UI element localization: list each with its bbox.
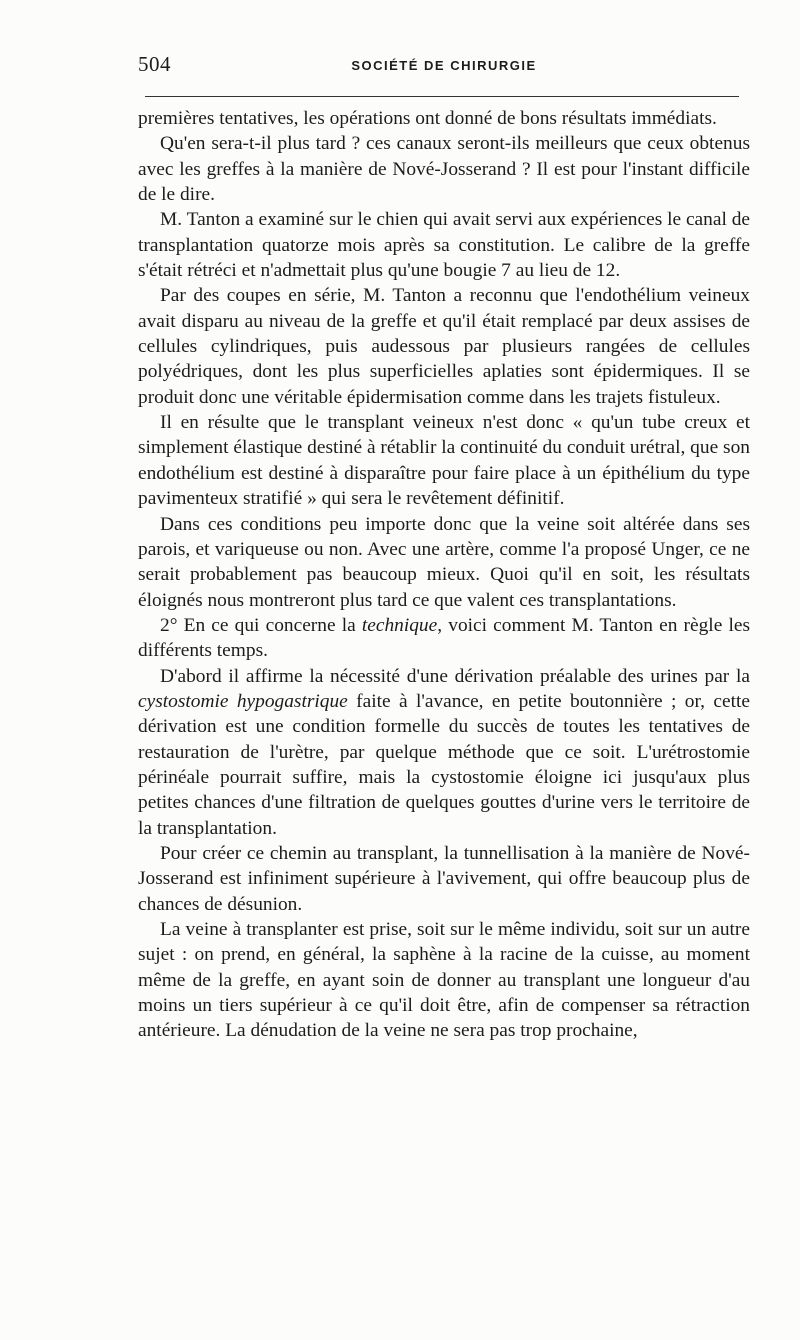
paragraph-8-italic: cystostomie hypogastrique xyxy=(138,690,348,712)
body-text xyxy=(138,106,750,1044)
paragraph-5: Il en résulte que le transplant veineux n'est donc « qu'un tube creux et simplement élastique destiné à rétablir la continuité du conduit urétral, que son endothélium est destiné à disparaître pour faire place à un épithélium du type pavimenteux stratifié » qui sera le revêtement définitif. xyxy=(138,412,750,510)
paragraph-9: Pour créer ce chemin au transplant, la tunnellisation à la manière de Nové-Josserand est infiniment supérieure à l'avivement, qui offre beaucoup plus de chances de désunion. xyxy=(138,842,750,915)
page-number: 504 xyxy=(138,52,171,76)
paragraph-2: Qu'en sera-t-il plus tard ? ces canaux seront-ils meilleurs que ceux obtenus avec les greffes à la manière de Nové-Josserand ? Il est pour l'instant difficile de le dire. xyxy=(138,133,750,206)
paragraph-4: Par des coupes en série, M. Tanton a reconnu que l'endothélium veineux avait disparu au niveau de la greffe et qu'il était remplacé par deux assises de cellules cylindriques, puis audessous par plusieurs rangées de cellules polyédriques, dont les plus superficielles aplaties sont épidermiques. Il se produit donc une véritable épidermisation comme dans les trajets fistuleux. xyxy=(138,285,750,408)
paragraph-7 xyxy=(138,613,750,664)
paragraph-7-text-a: 2° En ce qui concerne la xyxy=(160,614,362,636)
page-header xyxy=(138,52,750,76)
paragraph-8 xyxy=(138,664,750,841)
paragraph-6: Dans ces conditions peu importe donc que la veine soit altérée dans ses parois, et variqueuse ou non. Avec une artère, comme l'a proposé Unger, ce ne serait probablement pas beaucoup mieux. Quoi qu'il en soit, les résultats éloignés nous montreront plus tard ce que valent ces transplantations. xyxy=(138,513,750,611)
header-rule xyxy=(145,96,739,97)
paragraph-10: La veine à transplanter est prise, soit sur le même individu, soit sur un autre sujet : on prend, en général, la saphène à la racine de la cuisse, au moment même de la greffe, en ayant soin de donner au transplant une longueur d'au moins un tiers supérieur à ce qu'il doit être, afin de compenser sa rétraction antérieure. La dénudation de la veine ne sera pas trop prochaine, xyxy=(138,919,750,1042)
paragraph-7-text-b: , voici comment M. Tanton en règle les différents temps. xyxy=(138,614,750,662)
paragraph-8-text-a: D'abord il affirme la nécessité d'une dérivation préalable des urines par la xyxy=(160,665,750,687)
paragraph-8-text-b: faite à l'avance, en petite boutonnière ; or, cette dérivation est une condition formelle du succès de toutes les tentatives de restauration de l'urètre, par quelque méthode que ce soit. L'urétrostomie périnéale pourrait suffire, mais la cystostomie éloigne ici jusqu'aux plus petites chances d'une filtration de quelques gouttes d'urine vers le territoire de la transplantation. xyxy=(138,690,750,839)
paragraph-7-italic: technique xyxy=(361,614,438,636)
paragraph-1: premières tentatives, les opérations ont donné de bons résultats immédiats. xyxy=(138,108,717,129)
running-title: SOCIÉTÉ DE CHIRURGIE xyxy=(351,58,537,73)
paragraph-3: M. Tanton a examiné sur le chien qui avait servi aux expériences le canal de transplantation quatorze mois après sa constitution. Le calibre de la greffe s'était rétréci et n'admettait plus qu'une bougie 7 au lieu de 12. xyxy=(138,209,751,282)
